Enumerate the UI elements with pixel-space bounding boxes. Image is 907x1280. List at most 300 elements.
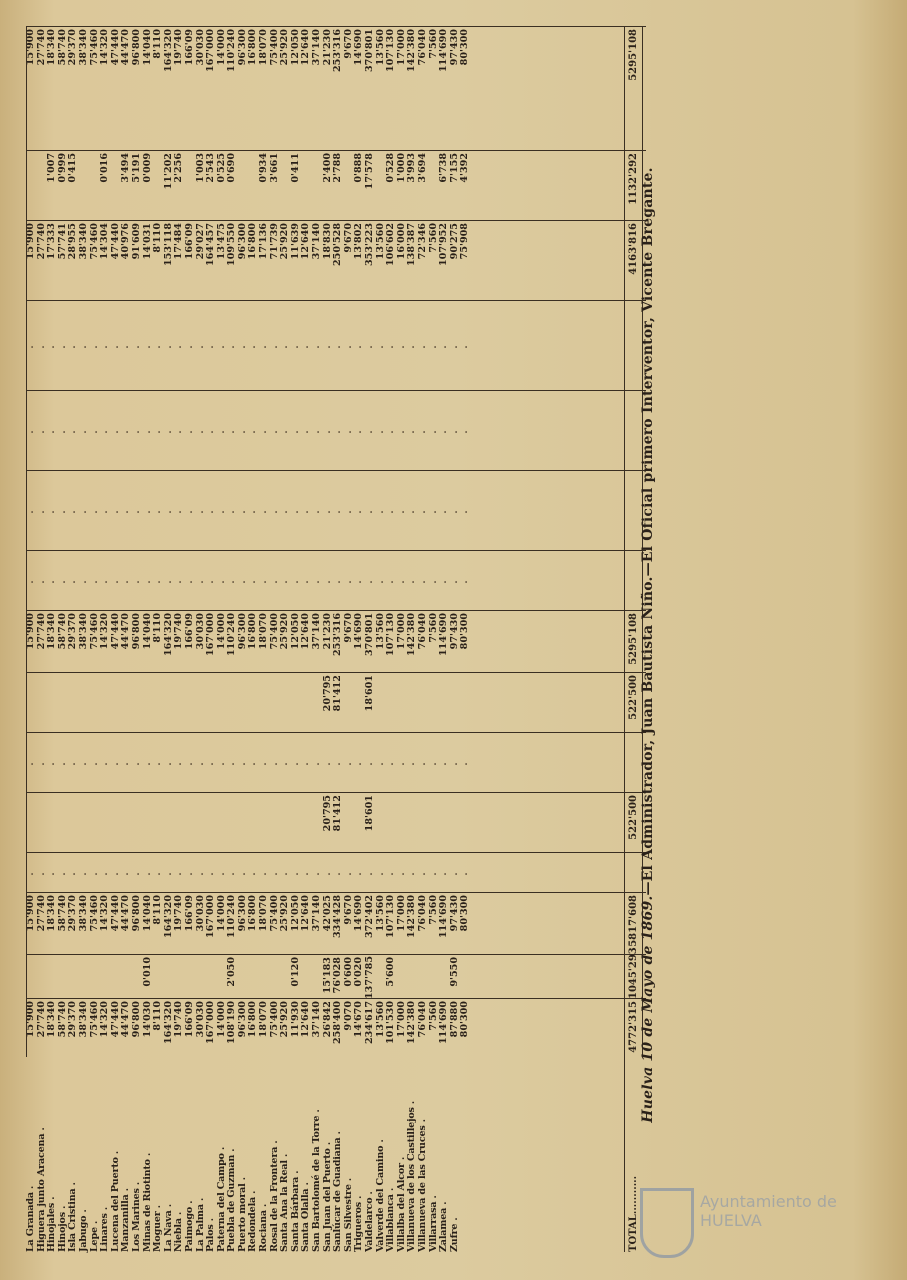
table-cell: 15'900 — [25, 613, 36, 650]
table-cell: 1'003 — [194, 153, 206, 183]
table-cell: 19'740 — [173, 29, 185, 66]
table-cell: 167'000 — [205, 1001, 217, 1044]
leader-dots: . — [77, 430, 89, 434]
table-cell — [164, 673, 175, 733]
table-cell — [280, 793, 291, 853]
table-cell: 164'320 — [162, 29, 174, 72]
table-cell: 75'460 — [88, 613, 100, 650]
table-cell — [185, 955, 196, 999]
row-name: Santa Bárbara . — [289, 1170, 301, 1252]
table-cell: 75'400 — [268, 613, 280, 650]
leader-dots: . — [385, 430, 397, 434]
row-name: Rociana . — [258, 1203, 270, 1252]
table-cell: 12'050 — [289, 29, 301, 66]
leader-dots: . — [130, 580, 142, 584]
table-cell — [238, 673, 249, 733]
table-cell — [26, 151, 37, 221]
table-cell: 14'040 — [141, 613, 153, 650]
leader-dots: . — [88, 510, 100, 514]
table-cell: 9'550 — [448, 957, 460, 987]
leader-dots: . — [279, 430, 291, 434]
leader-dots: . — [109, 872, 121, 876]
table-cell — [259, 955, 270, 999]
ledger-table — [26, 27, 646, 1252]
table-cell: 80'300 — [459, 1001, 471, 1038]
table-cell: 17'136 — [258, 223, 270, 260]
table-cell: 14'040 — [141, 895, 153, 932]
table-cell: 0'415 — [67, 153, 79, 183]
leader-dots: . — [109, 510, 121, 514]
table-cell: 167'000 — [205, 29, 217, 72]
leader-dots: . — [438, 762, 450, 766]
leader-dots: . — [395, 345, 407, 349]
leader-dots: . — [194, 580, 206, 584]
table-cell: 166'09 — [183, 895, 195, 932]
leader-dots: . — [141, 762, 153, 766]
table-cell: 142'380 — [406, 29, 418, 72]
table-cell: 14'320 — [99, 895, 111, 932]
leader-dots: . — [46, 430, 58, 434]
table-cell — [100, 673, 111, 733]
table-cell: 12'050 — [289, 895, 301, 932]
column-d — [26, 610, 646, 673]
table-cell: 75'460 — [88, 223, 100, 260]
table-cell: 13'560 — [374, 1001, 386, 1038]
signature-text: —El Administrador, Juan Bautista Niño.—El Oficial primero Interventor, Vicente Bregante. — [640, 167, 656, 896]
table-cell: 81'412 — [332, 795, 344, 832]
table-cell — [47, 793, 58, 853]
total-g: 5295'108 — [628, 29, 639, 81]
leader-dots: . — [109, 345, 121, 349]
table-cell: 75'460 — [88, 29, 100, 66]
table-cell: 110'240 — [226, 895, 238, 938]
leader-dots: . — [109, 430, 121, 434]
table-cell: 58'740 — [56, 1001, 68, 1038]
row-name: Hinojales . — [46, 1196, 58, 1252]
table-cell — [153, 673, 164, 733]
leader-dots: . — [353, 510, 365, 514]
table-cell: 13'475 — [215, 223, 227, 260]
leader-dots: . — [406, 762, 418, 766]
table-cell: 8'110 — [152, 223, 164, 253]
table-cell: 14'000 — [215, 1001, 227, 1038]
leader-dots: . — [35, 510, 47, 514]
leader-dots: . — [205, 510, 217, 514]
table-cell — [111, 955, 122, 999]
total-c: 5817'608 — [628, 895, 639, 947]
leader-dots: . — [332, 580, 344, 584]
table-cell — [121, 955, 132, 999]
table-cell: 18'340 — [46, 613, 58, 650]
leader-dots: . — [77, 762, 89, 766]
leader-dots: . — [258, 510, 270, 514]
table-cell: 15'900 — [25, 29, 36, 66]
column-s2 — [26, 672, 646, 733]
leader-dots: . — [215, 345, 227, 349]
leader-dots: . — [247, 762, 259, 766]
leader-dots: . — [56, 430, 68, 434]
table-cell — [217, 673, 228, 733]
table-cell — [439, 793, 450, 853]
row-name: Minas de Riotinto . — [141, 1152, 153, 1252]
table-cell: 16'800 — [247, 1001, 259, 1038]
leader-dots: . — [279, 762, 291, 766]
table-cell: 47'440 — [109, 613, 121, 650]
row-name: Santa Olalla . — [300, 1182, 312, 1252]
leader-dots: . — [459, 580, 471, 584]
leader-dots: . — [162, 872, 174, 876]
table-cell: 167'000 — [205, 895, 217, 938]
table-cell: 44'470 — [120, 29, 132, 66]
table-cell: 13'560 — [374, 613, 386, 650]
table-cell: 18'601 — [364, 795, 375, 832]
leader-dots: . — [395, 762, 407, 766]
table-cell — [407, 673, 418, 733]
leader-dots: . — [416, 762, 428, 766]
leader-dots: . — [67, 872, 79, 876]
leader-dots: . — [152, 580, 164, 584]
table-cell: 9'670 — [342, 895, 354, 925]
table-cell — [58, 793, 69, 853]
leader-dots: . — [364, 345, 375, 349]
table-cell: 47'440 — [109, 895, 121, 932]
table-cell: 114'690 — [438, 1001, 450, 1044]
leader-dots: . — [332, 345, 344, 349]
table-cell: 258'400 — [332, 1001, 344, 1044]
table-cell: 0'888 — [353, 153, 365, 183]
table-cell: 37'140 — [311, 223, 323, 260]
table-cell — [460, 955, 471, 999]
table-cell — [301, 793, 312, 853]
leader-dots: . — [236, 580, 248, 584]
leader-dots: . — [152, 510, 164, 514]
table-cell: 3'661 — [268, 153, 280, 183]
table-cell — [429, 673, 440, 733]
table-cell: 57'741 — [56, 223, 68, 260]
row-name: Sanlúcar de Guadiana . — [332, 1131, 344, 1252]
row-name: Los Marines . — [130, 1182, 142, 1252]
leader-dots: . — [438, 430, 450, 434]
leader-dots: . — [300, 580, 312, 584]
table-cell: 14'040 — [141, 29, 153, 66]
leader-dots: . — [332, 762, 344, 766]
table-cell: 166'09 — [183, 223, 195, 260]
table-cell — [238, 151, 249, 221]
column-x6 — [26, 300, 646, 391]
table-cell: 164'457 — [205, 223, 217, 266]
leader-dots: . — [120, 580, 132, 584]
table-cell: 13'560 — [374, 29, 386, 66]
leader-dots: . — [364, 762, 375, 766]
table-cell: 14'670 — [353, 1001, 365, 1038]
leader-dots: . — [215, 762, 227, 766]
leader-dots: . — [438, 510, 450, 514]
leader-dots: . — [194, 762, 206, 766]
table-cell: 75'400 — [268, 1001, 280, 1038]
table-cell — [153, 955, 164, 999]
table-cell: 96'300 — [236, 613, 248, 650]
leader-dots: . — [279, 510, 291, 514]
table-cell — [196, 955, 207, 999]
column-s1 — [26, 792, 646, 853]
coat-of-arms-icon — [640, 1188, 694, 1258]
table-cell: 30'030 — [194, 29, 206, 66]
table-cell: 30'030 — [194, 613, 206, 650]
table-cell — [270, 673, 281, 733]
leader-dots: . — [56, 872, 68, 876]
leader-dots: . — [88, 430, 100, 434]
table-cell: 38'340 — [77, 1001, 89, 1038]
table-cell — [429, 955, 440, 999]
table-cell — [217, 793, 228, 853]
leader-dots: . — [311, 580, 323, 584]
table-cell: 11'930 — [289, 1001, 301, 1038]
leader-dots: . — [416, 345, 428, 349]
table-cell: 2'256 — [173, 153, 185, 183]
table-cell: 153'118 — [162, 223, 174, 266]
table-cell — [47, 955, 58, 999]
table-cell — [132, 955, 143, 999]
table-cell: 16'800 — [247, 29, 259, 66]
leader-dots: . — [109, 580, 121, 584]
leader-dots: . — [99, 510, 111, 514]
table-cell: 29'370 — [67, 613, 79, 650]
leader-dots: . — [311, 510, 323, 514]
leader-dots: . — [130, 872, 142, 876]
table-cell: 7'155 — [448, 153, 460, 183]
leader-dots: . — [300, 762, 312, 766]
table-cell: 101'530 — [385, 1001, 397, 1044]
table-cell: 47'440 — [109, 1001, 121, 1038]
leader-dots: . — [67, 345, 79, 349]
leader-dots: . — [395, 510, 407, 514]
leader-dots: . — [268, 345, 280, 349]
leader-dots: . — [205, 580, 217, 584]
table-cell: 0'016 — [99, 153, 111, 183]
table-cell: 353'223 — [364, 223, 375, 266]
leader-dots: . — [247, 430, 259, 434]
leader-dots: . — [258, 872, 270, 876]
table-cell: 114'690 — [438, 895, 450, 938]
leader-dots: . — [99, 872, 111, 876]
leader-dots: . — [342, 762, 354, 766]
leader-dots: . — [183, 872, 195, 876]
leader-dots: . — [268, 510, 280, 514]
leader-dots: . — [162, 430, 174, 434]
table-cell: 19'740 — [173, 895, 185, 932]
leader-dots: . — [438, 345, 450, 349]
row-name: Villablanca . — [385, 1187, 397, 1252]
table-cell — [26, 955, 37, 999]
row-name: Zalamea . — [438, 1201, 450, 1252]
table-cell: 96'300 — [236, 29, 248, 66]
leader-dots: . — [215, 580, 227, 584]
table-cell: 164'320 — [162, 1001, 174, 1044]
table-cell: 12'640 — [300, 1001, 312, 1038]
table-cell: 3'694 — [416, 153, 428, 183]
leader-dots: . — [300, 430, 312, 434]
table-cell: 8'110 — [152, 613, 164, 643]
table-cell: 15'900 — [25, 223, 36, 260]
table-cell — [248, 673, 259, 733]
leader-dots: . — [385, 580, 397, 584]
leader-dots: . — [300, 345, 312, 349]
table-cell: 18'070 — [258, 895, 270, 932]
table-cell: 3'494 — [120, 153, 132, 183]
table-cell: 76'040 — [416, 29, 428, 66]
row-name: Villarrasa . — [427, 1195, 439, 1252]
table-cell — [397, 793, 408, 853]
leader-dots: . — [332, 510, 344, 514]
table-cell: 8'110 — [152, 1001, 164, 1031]
leader-dots: . — [25, 345, 36, 349]
leader-dots: . — [205, 345, 217, 349]
table-cell — [270, 793, 281, 853]
table-cell: 58'740 — [56, 613, 68, 650]
watermark-text: Ayuntamiento de HUELVA — [700, 1192, 837, 1230]
table-cell: 0'411 — [289, 153, 301, 183]
table-cell: 30'030 — [194, 895, 206, 932]
leader-dots: . — [141, 580, 153, 584]
leader-dots: . — [247, 345, 259, 349]
table-cell: 166'09 — [183, 29, 195, 66]
table-cell — [100, 955, 111, 999]
table-cell — [238, 955, 249, 999]
leader-dots: . — [56, 762, 68, 766]
leader-dots: . — [162, 510, 174, 514]
table-cell: 334'428 — [332, 895, 344, 938]
leader-dots: . — [226, 345, 238, 349]
table-cell: 12'640 — [300, 223, 312, 260]
leader-dots: . — [300, 510, 312, 514]
table-cell: 16'800 — [247, 223, 259, 260]
table-cell: 58'740 — [56, 895, 68, 932]
table-cell: 21'230 — [321, 613, 333, 650]
table-cell: 29'027 — [194, 223, 206, 260]
leader-dots: . — [130, 510, 142, 514]
table-cell: 18'601 — [364, 675, 375, 712]
leader-dots: . — [385, 510, 397, 514]
table-cell — [196, 673, 207, 733]
leader-dots: . — [183, 345, 195, 349]
table-cell: 16'800 — [247, 613, 259, 650]
leader-dots: . — [438, 580, 450, 584]
table-cell: 253'316 — [332, 613, 344, 656]
table-cell — [376, 673, 387, 733]
table-cell — [111, 793, 122, 853]
row-name: San Bartolomé de la Torre . — [311, 1109, 323, 1252]
leader-dots: . — [416, 430, 428, 434]
table-cell — [439, 673, 450, 733]
table-cell: 14'000 — [215, 29, 227, 66]
leader-dots: . — [88, 762, 100, 766]
table-cell — [206, 793, 217, 853]
leader-dots: . — [88, 580, 100, 584]
leader-dots: . — [25, 510, 36, 514]
leader-dots: . — [215, 510, 227, 514]
leader-dots: . — [35, 345, 47, 349]
table-cell: 110'240 — [226, 29, 238, 72]
table-cell: 7'560 — [427, 29, 439, 59]
table-cell: 253'316 — [332, 29, 344, 72]
table-cell: 19'740 — [173, 1001, 185, 1038]
table-cell: 96'300 — [236, 223, 248, 260]
table-cell — [418, 673, 429, 733]
leader-dots: . — [374, 580, 386, 584]
table-cell: 37'140 — [311, 895, 323, 932]
table-cell — [164, 955, 175, 999]
table-cell: 14'690 — [353, 613, 365, 650]
table-cell: 114'690 — [438, 613, 450, 656]
leader-dots: . — [35, 872, 47, 876]
leader-dots: . — [311, 872, 323, 876]
leader-dots: . — [459, 872, 471, 876]
table-cell — [450, 673, 461, 733]
table-cell — [386, 793, 397, 853]
table-cell — [206, 673, 217, 733]
table-cell: 47'440 — [109, 223, 121, 260]
leader-dots: . — [321, 510, 333, 514]
column-x2 — [26, 732, 646, 793]
table-cell: 19'740 — [173, 613, 185, 650]
rule-line — [624, 27, 625, 1057]
leader-dots: . — [56, 345, 68, 349]
row-name: Palos . — [205, 1218, 217, 1252]
column-g — [26, 26, 646, 151]
table-cell: 9'670 — [342, 29, 354, 59]
leader-dots: . — [438, 872, 450, 876]
table-cell: 15'900 — [25, 895, 36, 932]
table-cell: 0'525 — [215, 153, 227, 183]
leader-dots: . — [226, 762, 238, 766]
table-cell — [79, 151, 90, 221]
table-cell — [174, 673, 185, 733]
leader-dots: . — [289, 345, 301, 349]
leader-dots: . — [99, 345, 111, 349]
table-cell: 0'010 — [141, 957, 153, 987]
table-cell — [37, 793, 48, 853]
leader-dots: . — [67, 762, 79, 766]
table-cell — [121, 673, 132, 733]
leader-dots: . — [226, 580, 238, 584]
table-cell — [121, 793, 132, 853]
table-cell — [418, 955, 429, 999]
table-cell — [270, 955, 281, 999]
row-name: Puerto moral . — [236, 1177, 248, 1252]
leader-dots: . — [364, 430, 375, 434]
table-cell: 14'304 — [99, 223, 111, 260]
row-name: La Granada . — [25, 1185, 36, 1252]
table-cell: 2'543 — [205, 153, 217, 183]
leader-dots: . — [459, 762, 471, 766]
table-cell: 72'346 — [416, 223, 428, 260]
total-a: 4772'315 — [628, 1001, 639, 1053]
table-cell: 27'740 — [35, 613, 47, 650]
table-cell: 17'578 — [364, 153, 375, 190]
table-cell — [26, 793, 37, 853]
table-cell — [174, 955, 185, 999]
table-cell — [376, 793, 387, 853]
leader-dots: . — [300, 872, 312, 876]
leader-dots: . — [130, 762, 142, 766]
table-cell: 0'690 — [226, 153, 238, 183]
table-cell — [450, 793, 461, 853]
leader-dots: . — [258, 345, 270, 349]
row-name: Santa Ana la Real . — [279, 1153, 291, 1252]
table-cell: 27'740 — [35, 1001, 47, 1038]
row-name: Paterna del Campo . — [215, 1146, 227, 1252]
leader-dots: . — [342, 430, 354, 434]
